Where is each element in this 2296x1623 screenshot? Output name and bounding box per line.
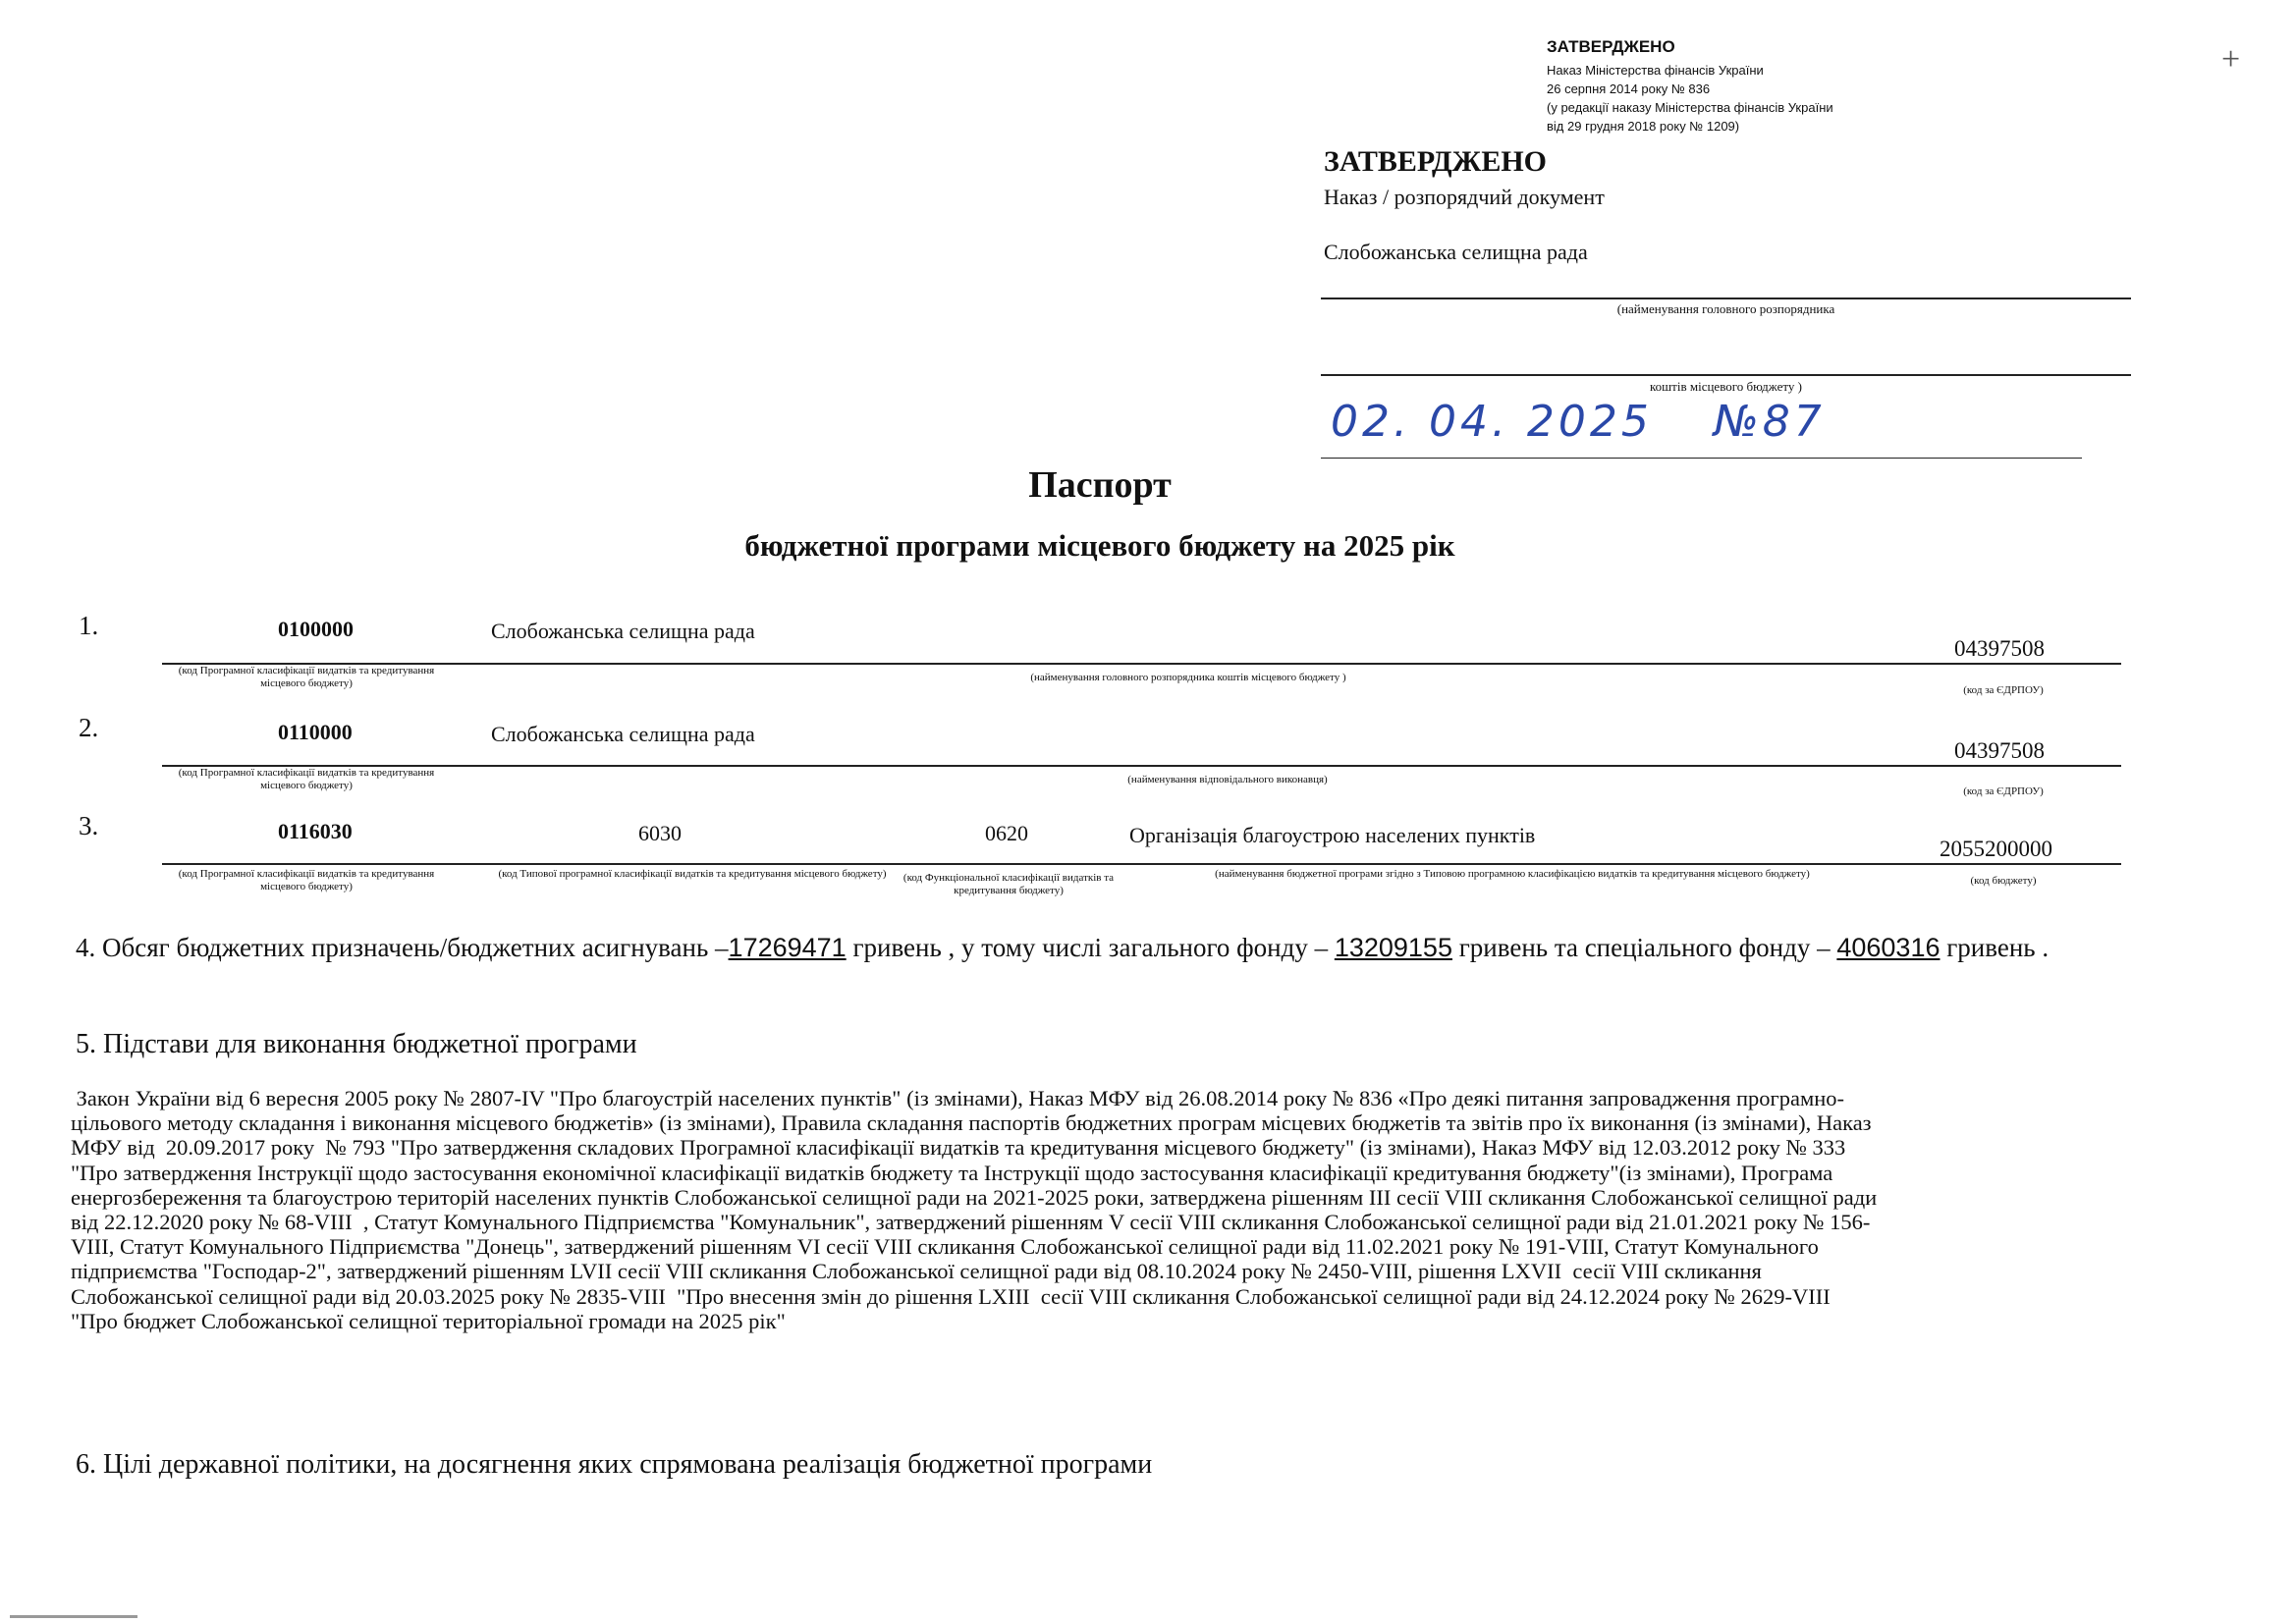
section-4-budget-volume	[76, 929, 2118, 966]
program-name: Організація благоустрою населених пунктів	[1129, 823, 1536, 847]
program-code: 0100000	[278, 617, 354, 641]
basis-line: Закон України від 6 вересня 2005 року № 2807-IV "Про благоустрій населених пунктів" (із змінами), Наказ МФУ від 26.08.2014 року № 836 «Про деякі питання запровадження програмно-	[71, 1086, 1845, 1110]
total-amount: 17269471	[728, 933, 847, 962]
basis-line: цільового методу складання і виконання місцевого бюджетів» (із змінами), Правила складання паспортів бюджетних програм місцевих бюджетів та звітів про їх виконання (із змінами), Наказ	[71, 1110, 1872, 1136]
caption-typical-code: (код Типової програмної класифікації видатків та кредитування місцевого бюджету)	[498, 868, 887, 880]
edrpou-code: 04397508	[1954, 636, 2045, 661]
general-fund-amount: 13209155	[1334, 933, 1452, 962]
section-5-title: 5. Підстави для виконання бюджетної програми	[76, 1029, 637, 1059]
basis-line: від 22.12.2020 року № 68-VIII , Статут Комунального Підприємства "Комунальник", затверджений рішенням V сесії VIII скликання Слобожанської селищної ради від 21.01.2021 року № 156-	[71, 1210, 1871, 1235]
caption-manager-name: (найменування головного розпорядника коштів місцевого бюджету )	[1030, 672, 1346, 683]
section-4-text: гривень та спеціального фонду –	[1451, 933, 1837, 962]
caption-executor-name: (найменування відповідального виконавця)	[1127, 774, 1328, 785]
basis-line: VIII, Статут Комунального Підприємства "Донець", затверджений рішенням VI сесії VIII скликання Слобожанської селищної ради від 11.02.2021 року № 191-VIII, Статут Комунального	[71, 1234, 1819, 1260]
ministry-order-reference	[1547, 61, 1833, 135]
handwritten-number: №87	[1714, 397, 1826, 447]
basis-line: "Про затвердження Інструкції щодо застосування економічної класифікації видатків бюджету та Інструкції щодо застосування класифікації кредитування бюджету"(із змінами), Програма	[71, 1160, 1833, 1185]
section-5-basis-text	[71, 1086, 2118, 1333]
ministry-order-line: від 29 грудня 2018 року № 1209)	[1547, 119, 1740, 134]
row-number: 1.	[79, 611, 99, 640]
basis-line: "Про бюджет Слобожанської селищної територіальної громади на 2025 рік"	[71, 1308, 786, 1333]
approval-title: ЗАТВЕРДЖЕНО	[1324, 145, 1547, 178]
section-4-text: гривень , у тому числі загального фонду –	[846, 933, 1335, 962]
ministry-order-line: 26 серпня 2014 року № 836	[1547, 81, 1711, 96]
approval-organization: Слобожанська селищна рада	[1324, 240, 1588, 264]
row-number: 2.	[79, 713, 99, 742]
basis-line: Слобожанської селищної ради від 20.03.2025 року № 2835-VIII "Про внесення змін до рішення LXIII сесії VIII скликання Слобожанської селищної ради від 24.12.2024 року № 2629-VIII	[71, 1283, 1831, 1309]
edrpou-code: 04397508	[1954, 738, 2045, 763]
basis-line: енергозбереження та благоустрою територій населених пунктів Слобожанської селищної ради на 2021-2025 роки, затверджена рішенням ІІІ сесії VIII скликання Слобожанської селищної ради	[71, 1184, 1878, 1210]
caption-program-code: (код Програмної класифікації видатків та кредитування місцевого бюджету)	[178, 767, 435, 791]
document-subtitle: бюджетної програми місцевого бюджету на 2025 рік	[744, 528, 1455, 563]
scan-edge-mark	[10, 1615, 137, 1618]
special-fund-amount: 4060316	[1836, 933, 1941, 962]
main-manager-name: Слобожанська селищна рада	[491, 619, 755, 643]
section-4-text: 4. Обсяг бюджетних призначень/бюджетних асигнувань –	[76, 933, 729, 962]
budget-code: 2055200000	[1940, 837, 2052, 861]
ministry-order-line: (у редакції наказу Міністерства фінансів України	[1547, 100, 1833, 115]
caption-budget-code: (код бюджету)	[1970, 875, 2037, 887]
document-title: Паспорт	[1028, 464, 1172, 506]
divider	[1321, 298, 2131, 299]
caption-edrpou: (код за ЄДРПОУ)	[1963, 785, 2044, 797]
executor-name: Слобожанська селищна рада	[491, 722, 755, 746]
caption-program-name: (найменування бюджетної програми згідно з Типовою програмною класифікацією видатків та кредитування місцевого бюджету)	[1215, 868, 1810, 880]
section-6-title: 6. Цілі державної політики, на досягнення яких спрямована реалізація бюджетної програми	[76, 1449, 1153, 1480]
corner-handwritten-mark: +	[2221, 41, 2241, 78]
program-code: 0116030	[278, 819, 353, 843]
caption-program-code: (код Програмної класифікації видатків та кредитування місцевого бюджету)	[178, 868, 435, 893]
ministry-approved-label: ЗАТВЕРДЖЕНО	[1547, 37, 1675, 56]
caption-local-budget: коштів місцевого бюджету )	[1650, 379, 1802, 394]
caption-functional-code: (код Функціональної класифікації видатків та кредитування бюджету)	[902, 872, 1115, 896]
caption-program-code: (код Програмної класифікації видатків та кредитування місцевого бюджету)	[178, 665, 435, 689]
handwritten-date: 02. 04. 2025	[1331, 397, 1653, 447]
typical-program-code: 6030	[638, 821, 682, 845]
basis-line: МФУ від 20.09.2017 року № 793 "Про затвердження складових Програмної класифікації видатків та кредитування місцевого бюджету" (із змінами), Наказ МФУ від 12.03.2012 року № 333	[71, 1135, 1846, 1161]
functional-code: 0620	[985, 821, 1028, 845]
caption-edrpou: (код за ЄДРПОУ)	[1963, 684, 2044, 696]
divider	[1321, 374, 2131, 376]
caption-main-manager: (найменування головного розпорядника	[1616, 301, 1835, 316]
divider	[1321, 458, 2082, 459]
ministry-order-line: Наказ Міністерства фінансів України	[1547, 63, 1764, 78]
program-code: 0110000	[278, 720, 353, 744]
divider	[162, 663, 2121, 665]
divider	[162, 765, 2121, 767]
basis-line: підприємства "Господар-2", затверджений рішенням LVII сесії VIII скликання Слобожанської селищної ради від 08.10.2024 року № 2450-VIII, рішення LXVII сесії VIII скликання	[71, 1259, 1762, 1284]
section-4-text: гривень .	[1940, 933, 2050, 962]
divider	[162, 863, 2121, 865]
row-number: 3.	[79, 811, 99, 840]
approval-subtitle: Наказ / розпорядчий документ	[1324, 185, 1605, 209]
